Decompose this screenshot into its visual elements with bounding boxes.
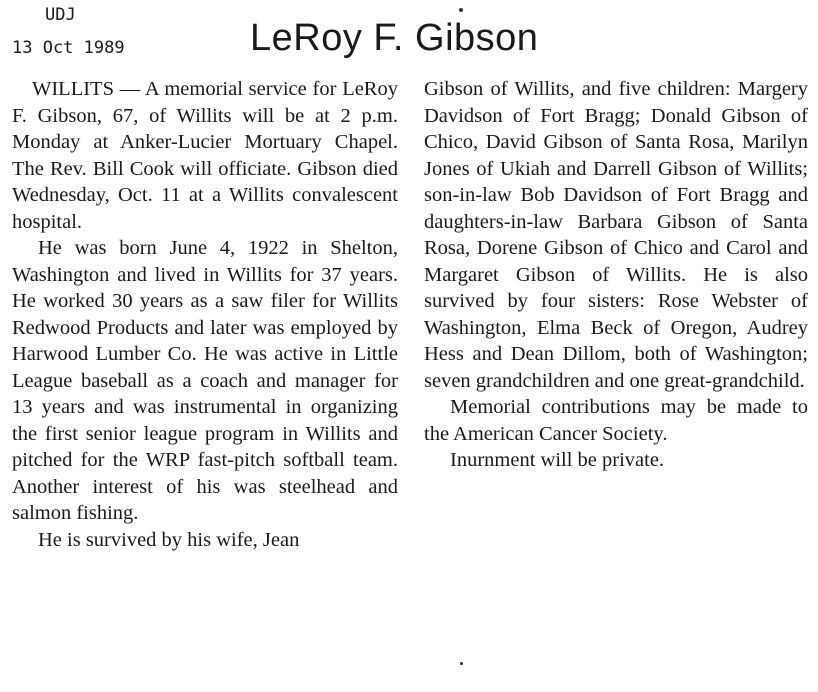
paragraph-memorial-contributions: Memorial contributions may be made to the American Cancer Society. xyxy=(424,396,808,445)
paragraph-inurnment: Inurnment will be private. xyxy=(450,449,665,471)
article-column-left xyxy=(12,76,398,553)
source-stamp: UDJ xyxy=(45,5,76,25)
paragraph-biography: He was born June 4, 1922 in Shelton, Washington and lived in Willits for 37 years. He worked 30 years as a saw filer for Willits Redwood Products and later was employed by Harwood Lumber Co. He was active in Little League baseball as a coach and manager for 13 years and was instrumental in organizing the first senior league program in Willits and pitched for the WRP fast-pitch softball team. Another interest of his was steelhead and salmon fishing. xyxy=(12,237,398,524)
paragraph-memorial-service: WILLITS — A memorial service for LeRoy F. Gibson, 67, of Willits will be at 2 p.m. Monday at Anker-Lucier Mortuary Chapel. The Rev. Bill Cook will officiate. Gibson died Wednesday, Oct. 11 at a Willits convalescent hospital. xyxy=(12,78,398,233)
paragraph-survivors-continued: Gibson of Willits, and five children: Margery Davidson of Fort Bragg; Donald Gibson of Chico, David Gibson of Santa Rosa, Marilyn Jones of Ukiah and Darrell Gibson of Willits; son-in-law Bob Davidson of Fort Bragg and daughters-in-law Barbara Gibson of Santa Rosa, Dorene Gibson of Chico and Carol and Margaret Gibson of Willits. He is also survived by four sisters: Rose Webster of Washington, Elma Beck of Oregon, Audrey Hess and Dean Dillom, both of Washington; seven grandchildren and one great-grandchild. xyxy=(424,78,808,392)
date-stamp: 13 Oct 1989 xyxy=(12,38,125,58)
obituary-headline: LeRoy F. Gibson xyxy=(250,17,539,59)
print-speck xyxy=(459,8,463,12)
article-column-right xyxy=(424,76,808,474)
paragraph-survivors-start: He is survived by his wife, Jean xyxy=(38,528,300,551)
print-speck xyxy=(460,662,463,665)
